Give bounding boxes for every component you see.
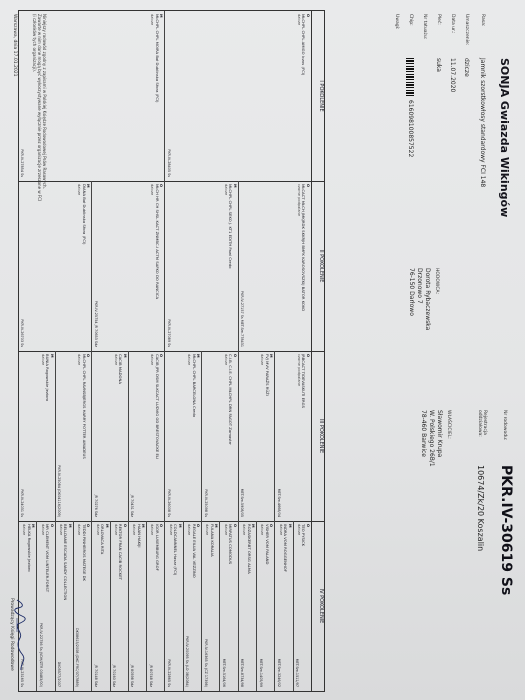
ancestor-color: dzicze [40,354,45,366]
row-divider [274,351,275,521]
ancestor-sex: M [214,524,219,528]
info-label: Rasa: [480,14,485,27]
row-divider [256,521,257,691]
breeder-city: 76-150 Darłowo [408,268,415,316]
ancestor-name: CACIB JPR DSM SLKCACT LUDVIG OD BRESTOVACKE ELI [155,354,160,460]
row-divider [36,521,37,691]
ancestor-cell [167,184,237,348]
ancestor-cell [276,524,291,688]
ancestor-name: MŁCHPL CHPL BARCELONA Credo [191,354,197,418]
ancestor-reg: JR 70160 Sdz [112,664,117,687]
row-divider [91,181,92,351]
ancestor-reg: DK05577/2007 [57,661,62,687]
ancestor-cell [185,524,200,688]
row-divider [274,521,275,691]
column-divider [19,521,324,522]
row-divider [55,521,56,691]
ancestor-cell [167,14,311,178]
ancestor-sex: M [159,14,164,18]
ancestor-name: MŁCH HR CH SHSL KACT ZNMBC-I ACTM SAFKO DO RANCICA [155,184,160,300]
ancestor-color: dzicze [58,524,63,536]
ancestor-color: dzicze [242,524,247,536]
ancestor-sex: O [196,524,201,528]
ancestor-cell [93,184,163,348]
info-label: Data ur.: [450,14,455,34]
ancestor-name: FULANA KORALIA [209,524,215,557]
owner-name: Sławomir Krupa [436,410,443,458]
info-label: Nr tatuażu: [422,14,427,40]
ancestor-sex: O [232,354,237,358]
ancestor-color: dzicze [113,354,118,366]
ancestor-cell [20,354,54,518]
ancestor-cell [130,354,164,518]
ancestor-reg: MET.Sm.5908/05 [240,488,245,517]
ancestor-name: MŁCHPL CHPL AMIGO Iczos (FCI) [301,14,307,76]
footer-place-date: Warszawa, dnia 17.01.2021 [12,14,17,77]
ancestor-color: dzicze [40,524,45,536]
breeder-label: HODOWCA: [434,268,439,295]
info-value: dzicze [463,58,470,77]
ancestor-reg: PKR.IV-24031 Ss [20,489,25,517]
ancestor-color: czarne podpalane [297,184,301,217]
ancestor-sex: O [306,354,310,358]
ancestor-sex: M [31,524,36,528]
ancestor-sex: M [67,524,72,528]
info-label: Chip: [408,14,413,26]
row-divider [293,521,294,691]
ancestor-sex: O [86,524,91,528]
info-value: 616098100857522 [407,100,414,158]
info-value: Jamnik szorstkowłosy standardowy FCI 148 [479,58,486,188]
ancestor-cell [203,524,218,688]
info-value: 11.07.2020 [449,58,456,93]
ancestor-reg: PKR.IV-22756 Ss (VDH/ZTR 03483/00) [38,622,43,687]
ancestor-sex: O [49,524,54,528]
ancestor-cell [57,354,91,518]
ancestor-reg: PKR.IV-25098 Ss [203,489,208,517]
row-divider [110,521,111,691]
info-value: suka [435,58,442,72]
generation-header: II POKOLENIE [311,181,324,351]
ancestor-cell [240,524,255,688]
ancestor-color: dzicze [205,524,210,536]
ancestor-cell [167,354,201,518]
ancestor-reg: PKR.IV-16365 Ss (CZ 17398) [203,639,208,687]
ancestor-color: dzicze [278,524,283,536]
ancestor-reg: MET.Sm.3246/02 [276,658,281,687]
row-divider [128,351,129,521]
ancestor-name: VISHER VOM PALAND [264,524,270,565]
ancestor-name: JRBCACT TIDEVASKUTI ERGS [301,354,307,408]
row-divider [128,521,129,691]
generation-header: I POKOLENIE [311,11,324,181]
ancestor-cell [20,184,90,348]
signature-caption: Prowadzący Księgi Rodowodowe [9,598,14,671]
ancestor-cell [240,354,274,518]
ancestor-reg: JR 80598 Sdz [130,664,135,687]
ancestor-sex: M [49,354,54,358]
ancestor-color: dzicze [95,524,100,536]
ancestor-color: dzicze [113,524,118,536]
owner-city: 78-460 Barwice [420,410,427,457]
ancestor-sex: M [251,524,256,528]
registration-number: PKR.IV-30619 Ss [498,465,514,596]
ancestor-color: dzicze [150,354,155,366]
ancestor-name: MŁCACT MŁCH JMKJRDK SKKRJH BMFK KAROSOVSZKIJ BATOR KOKO [301,184,307,312]
ancestor-reg: MET.Sm.4668/04 [276,488,281,517]
ancestor-name: COLDCANNNEL Hasar (FCI) [173,524,179,576]
ancestor-name: BUNIA Rogowskie Jezioro [45,354,51,402]
footer-note: Niniejszy rodowód zgodny z zapisami w Polskiej Księdze Rodowodowej Psów Rasowych. Zawarte w nim dane mogą być wykorzystywane wyłącznie przez organizacje zrzeszone w FCI (i członków tych organizacji). [32,14,47,202]
ancestor-name: FVJ MVV PARAŽS RŪŽI [264,354,270,396]
registration-office-label: Rejestracja oddziałowa: [477,410,487,437]
ancestor-cell [112,524,127,688]
ancestor-reg: PKR.IV-25084 (DK04116/2009) [57,465,62,517]
ancestor-sex: O [159,354,164,358]
row-divider [146,521,147,691]
info-label: Umaszczenie: [464,14,469,46]
ancestor-color: dzicze [150,524,155,536]
ancestor-sex: M [196,354,201,358]
ancestor-reg: MET.Sm.5164/06 [221,658,226,687]
row-divider [183,521,184,691]
ancestor-cell [295,524,310,688]
ancestor-name: DIANA Bał Dublinska Sfora (FCI) [81,184,87,245]
ancestor-sex: M [122,354,127,358]
ancestor-cell [203,354,237,518]
registration-label: Nr rodowodu: [502,410,507,441]
ancestor-reg: MET.Sm.1511/97 [295,658,300,687]
ancestor-color: dzicze [187,354,192,366]
row-divider [165,181,166,351]
ancestor-sex: O [122,524,127,528]
ancestor-name: MŁCHPL CHPL SEKO J. KT1 EDITH Pawl Credo [228,184,234,269]
ancestor-reg: MET.Sm.8734/98 [240,658,245,687]
ancestor-name: HAAN HAKIJI [136,524,142,548]
ancestor-name: BELLDANE ESCADA SANDY COLLECTION [63,524,69,601]
ancestor-color: dzicze [223,524,228,536]
ancestor-cell [93,524,108,688]
ancestor-name: ORLOVACA RITA [100,524,106,555]
ancestor-reg: JR 70276 Sdz [93,494,98,517]
ancestor-color: dzicze [150,14,155,26]
signature [14,598,26,672]
ancestor-reg: PKR.IV-27854 Ss [20,149,25,177]
ancestor-cell [167,524,182,688]
ancestor-cell [276,354,310,518]
ancestor-reg: PKR.IV-22865 Ss [167,659,171,687]
owner-label: WŁAŚCICIEL: [446,410,451,439]
row-divider [219,521,220,691]
ancestor-color: dzicze [132,524,137,536]
breeder-street: Drzonowo 7 [416,268,423,304]
ancestor-color: dzicze [150,184,155,196]
ancestor-color: dzicze [223,184,228,196]
ancestor-sex: O [269,524,274,528]
ancestor-sex: O [159,184,164,188]
ancestor-sex: O [306,184,310,188]
ancestor-cell [221,524,236,688]
ancestor-reg: PKR.IV-27089 Ss [167,319,171,347]
ancestor-sex: M [104,524,109,528]
ancestor-reg: JR 70431 Sdz [130,494,135,517]
ancestor-color: dzicze [297,14,301,26]
ancestor-color: dzicze [22,524,27,536]
generation-header: III POKOLENIE [311,351,324,521]
ancestor-sex: O [306,524,310,528]
row-divider [165,11,166,181]
ancestor-color: dzicze [77,354,82,366]
ancestor-sex: O [232,524,237,528]
ancestor-reg: JR 80748 Sdz [148,664,153,687]
ancestor-sex: M [86,184,91,188]
ancestor-reg: PKR.IV-25754 JR 70653 Sdz [93,300,98,347]
ancestor-name: ROZASKERBT ORSG ALMA [246,524,252,574]
ancestor-cell [240,184,310,348]
ancestor-reg: PKR.IV-26008 Ss [167,489,171,517]
ancestor-sex: O [159,524,164,528]
pedigree-table [18,10,325,692]
row-divider [201,521,202,691]
ancestor-sex: M [232,184,237,188]
ancestor-reg: DK08615/2008 (DKC.FRC/07/7889) [75,628,80,687]
row-divider [165,521,166,691]
row-divider [238,521,239,691]
ancestor-color: dzicze [297,524,301,536]
ancestor-color: dzicze [260,354,265,366]
row-divider [73,521,74,691]
ancestor-name: MIRPATUS COMODUS [228,524,234,565]
ancestor-reg: MET.Sm.1405/99 [258,658,263,687]
ancestor-name: INDRA VOM ROGGENHOF [283,524,289,572]
ancestor-color: dzicze [223,354,228,366]
ancestor-sex: M [269,354,274,358]
row-divider [91,521,92,691]
ancestor-sex: M [177,524,182,528]
ancestor-name: HELKA Rogowskie Jezioro [26,524,32,572]
row-divider [238,181,239,351]
ancestor-cell [38,524,53,688]
ancestor-reg: JR 70148 Sdz [93,664,98,687]
ancestor-color: czarne podpalane [297,354,301,387]
ancestor-color: dzicze [260,524,265,536]
ancestor-sex: O [306,14,310,18]
info-label: Płeć: [436,14,441,25]
row-divider [91,351,92,521]
breeder-name: Dorota Rybaczewska [424,268,431,331]
ancestor-name: C.I.B. C.I.E. CHPL MŁCHPL DRN FAGOT Zamastrr [228,354,234,445]
ancestor-color: dzicze [77,184,82,196]
ancestor-sex: O [86,354,91,358]
ancestor-name: REGALE EILUA VAL VEZZINO [191,524,197,578]
column-divider [19,181,324,182]
ancestor-name: IGOR LUXEMBURG GROF [155,524,160,571]
ancestor-reg: PKR.IV-23165 Ss [20,659,25,687]
chip-barcode [406,58,414,98]
row-divider [165,351,166,521]
ancestor-name: MŁCHPL CHPL RAVNSBJERGS HARRY POTTER AMADEUS [81,354,87,459]
column-divider [19,351,324,352]
ancestor-reg: PKR.IV-20095 Ss (LO 08/2084) [185,635,190,687]
row-divider [201,351,202,521]
ancestor-cell [148,524,163,688]
generation-header: IV POKOLENIE [311,521,324,691]
ancestor-reg: PKR.IV-27157 Ss MET.Sm.778431 [240,290,245,347]
ancestor-reg: PKR.IV-28405 Ss [167,149,171,177]
ancestor-sex: M [287,524,292,528]
ancestor-sex: M [141,524,146,528]
ancestor-name: MŁCHPL CHPL MOIRA Bał Dublinska Sfora (FCI) [155,14,160,103]
row-divider [55,351,56,521]
ancestor-name: TEDDI PINHEIROS MATEGE DK [81,524,87,582]
info-label: Uwagi: [394,14,399,30]
ancestor-cell [93,354,127,518]
dog-name: SONJA Gwiazda Wikingów [498,58,511,218]
ancestor-name: TEO PYSICK [301,524,307,547]
ancestor-color: dzicze [168,524,173,536]
owner-street: W. Polskiego 26B/1 [428,410,435,467]
ancestor-reg: PKR.IV-26703 Ss [20,319,25,347]
ancestor-color: dzicze [187,524,192,536]
ancestor-cell [57,524,72,688]
ancestor-name: CACIB MADONA [118,354,124,384]
ancestor-cell [130,524,145,688]
ancestor-cell [75,524,90,688]
row-divider [238,351,239,521]
ancestor-cell [258,524,273,688]
ancestor-name: REKTOR FRAN CACIB ROCKET [118,524,124,580]
ancestor-name: MR CLEMENT VOM LINTELER-FORST [45,524,51,593]
registration-office: 10674/Zk/20 Koszalin [476,465,485,552]
ancestor-color: dzicze [77,524,82,536]
